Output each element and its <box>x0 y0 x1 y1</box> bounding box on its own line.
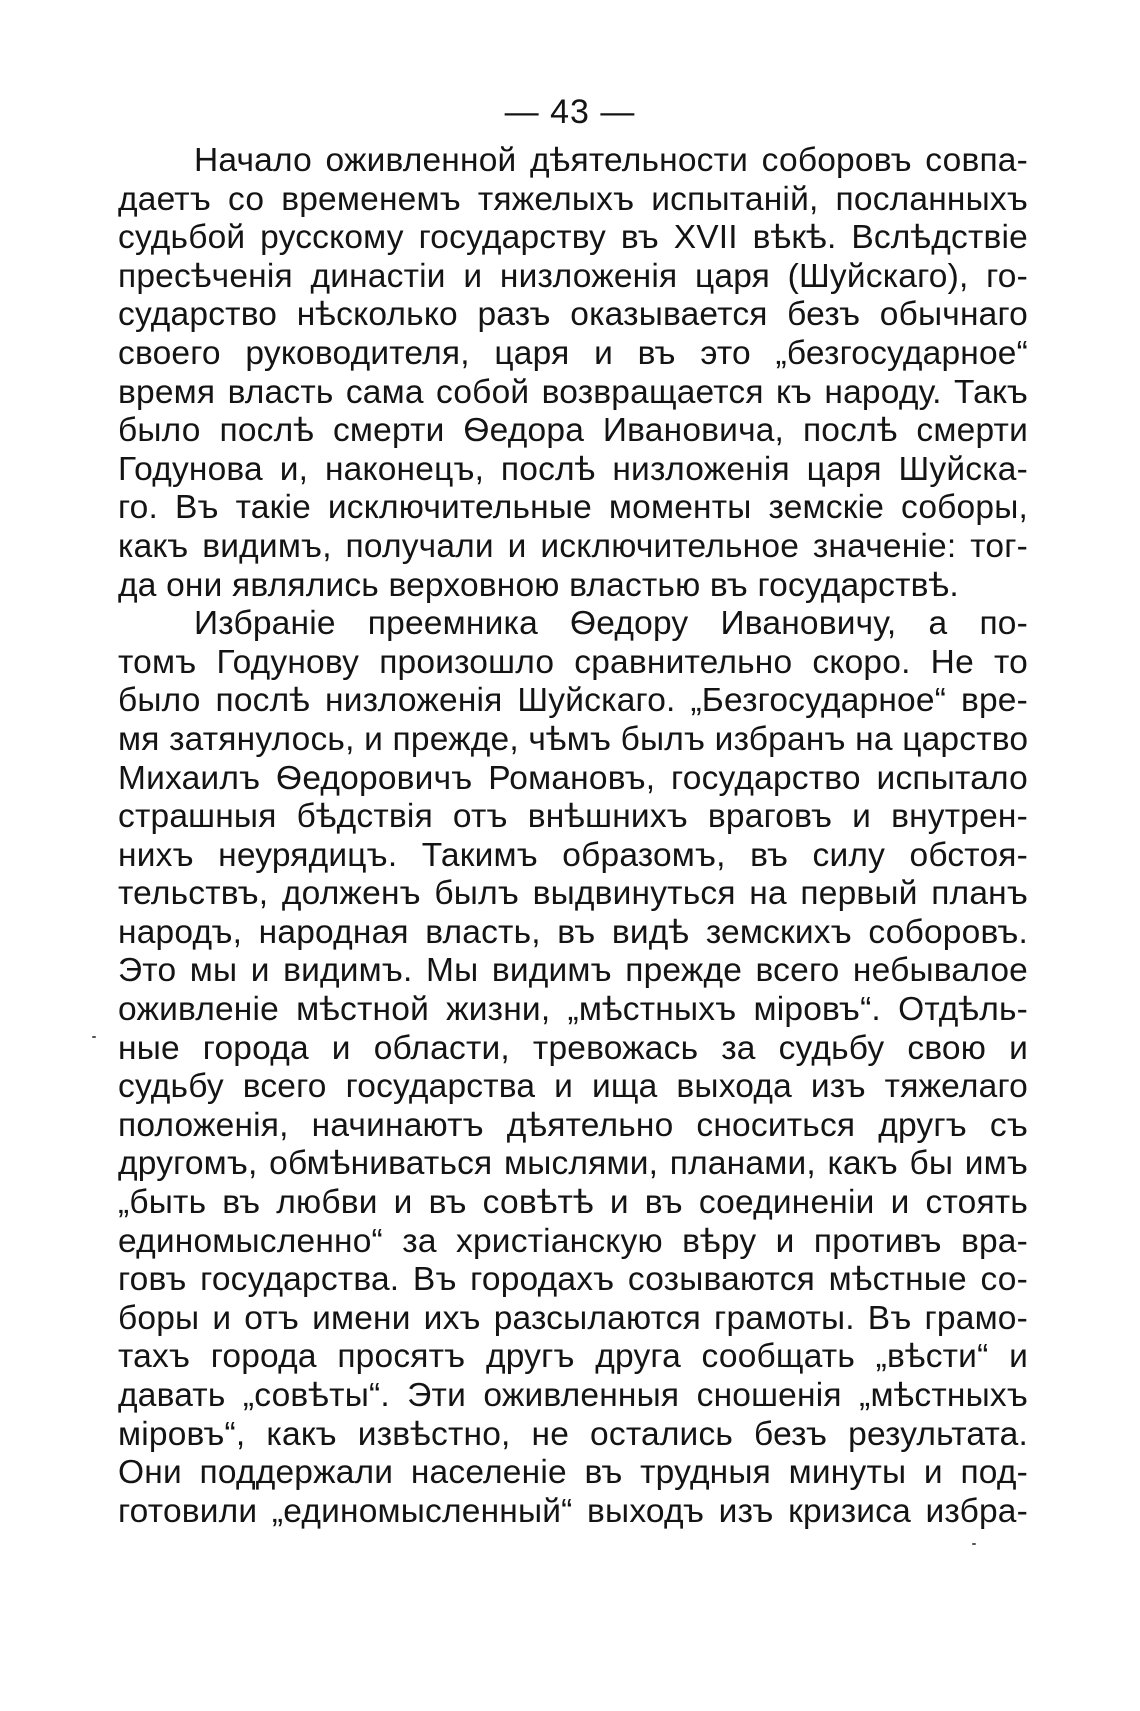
text-line: судьбу всего государства и ища выхода изъ тяжелаго <box>118 1068 1028 1106</box>
text-line: пресѣченія династіи и низложенія царя (Шуйскаго), го- <box>118 257 1028 295</box>
text-line: готовили „единомысленный“ выходъ изъ кризиса избра- <box>118 1492 1028 1530</box>
text-line: міровъ“, какъ извѣстно, не остались безъ результата. <box>118 1415 1028 1453</box>
text-line: положенія, начинаютъ дѣятельно сноситься другъ съ <box>118 1106 1028 1144</box>
body-text <box>118 142 1028 1531</box>
text-line: даетъ со временемъ тяжелыхъ испытаній, посланныхъ <box>118 180 1028 218</box>
text-line: было послѣ низложенія Шуйскаго. „Безгосударное“ вре- <box>118 682 1028 720</box>
text-line: тельствъ, долженъ былъ выдвинуться на первый планъ <box>118 875 1028 913</box>
text-line: Годунова и, наконецъ, послѣ низложенія царя Шуйска- <box>118 450 1028 488</box>
text-line: сударство нѣсколько разъ оказывается безъ обычнаго <box>118 296 1028 334</box>
text-line: страшныя бѣдствія отъ внѣшнихъ враговъ и внутрен- <box>118 798 1028 836</box>
text-line: единомысленно“ за христіанскую вѣру и противъ вра- <box>118 1222 1028 1260</box>
text-line: другомъ, обмѣниваться мыслями, планами, какъ бы имъ <box>118 1145 1028 1183</box>
text-line: Михаилъ Ѳедоровичъ Романовъ, государство испытало <box>118 759 1028 797</box>
text-line: мя затянулось, и прежде, чѣмъ былъ избранъ на царство <box>118 720 1029 758</box>
text-line: говъ государства. Въ городахъ созываются мѣстные со- <box>118 1261 1028 1299</box>
text-line: тахъ города просятъ другъ друга сообщать „вѣсти“ и <box>118 1338 1028 1376</box>
text-line: время власть сама собой возвращается къ народу. Такъ <box>118 373 1028 411</box>
text-line: было послѣ смерти Ѳедора Ивановича, послѣ смерти <box>118 412 1028 450</box>
text-line: Начало оживленной дѣятельности соборовъ совпа- <box>194 142 1028 179</box>
page-number: — 43 — <box>504 93 636 131</box>
text-line: „быть въ любви и въ совѣтѣ и въ соединеніи и стоять <box>118 1184 1028 1222</box>
text-line: Это мы и видимъ. Мы видимъ прежде всего небывалое <box>118 952 1028 990</box>
text-line: ные города и области, тревожась за судьбу свою и <box>118 1029 1028 1067</box>
text-line: какъ видимъ, получали и исключительное значеніе: тог- <box>118 527 1028 565</box>
text-line: оживленіе мѣстной жизни, „мѣстныхъ міровъ“. Отдѣль- <box>118 991 1028 1029</box>
text-line: да они являлись верховною властью въ государствѣ. <box>118 566 959 604</box>
text-line: своего руководителя, царя и въ это „безгосударное“ <box>118 334 1028 372</box>
text-line: боры и отъ имени ихъ разсылаются грамоты. Въ грамо- <box>118 1299 1028 1337</box>
text-line: Они поддержали населеніе въ трудныя минуты и под- <box>118 1454 1028 1492</box>
text-line: го. Въ такіе исключительные моменты земскіе соборы, <box>118 489 1028 527</box>
text-line: томъ Годунову произошло сравнительно скоро. Не то <box>118 643 1028 681</box>
print-speck <box>972 1543 976 1545</box>
text-line: судьбой русскому государству въ XVII вѣкѣ. Вслѣдствіе <box>118 219 1028 257</box>
print-speck <box>92 1036 96 1038</box>
text-line: Избраніе преемника Ѳедору Ивановичу, а по- <box>194 605 1028 643</box>
text-line: нихъ неурядицъ. Такимъ образомъ, въ силу обстоя- <box>118 836 1028 874</box>
text-line: давать „совѣты“. Эти оживленныя сношенія „мѣстныхъ <box>118 1377 1028 1414</box>
text-line: народъ, народная власть, въ видѣ земскихъ соборовъ. <box>118 913 1028 951</box>
